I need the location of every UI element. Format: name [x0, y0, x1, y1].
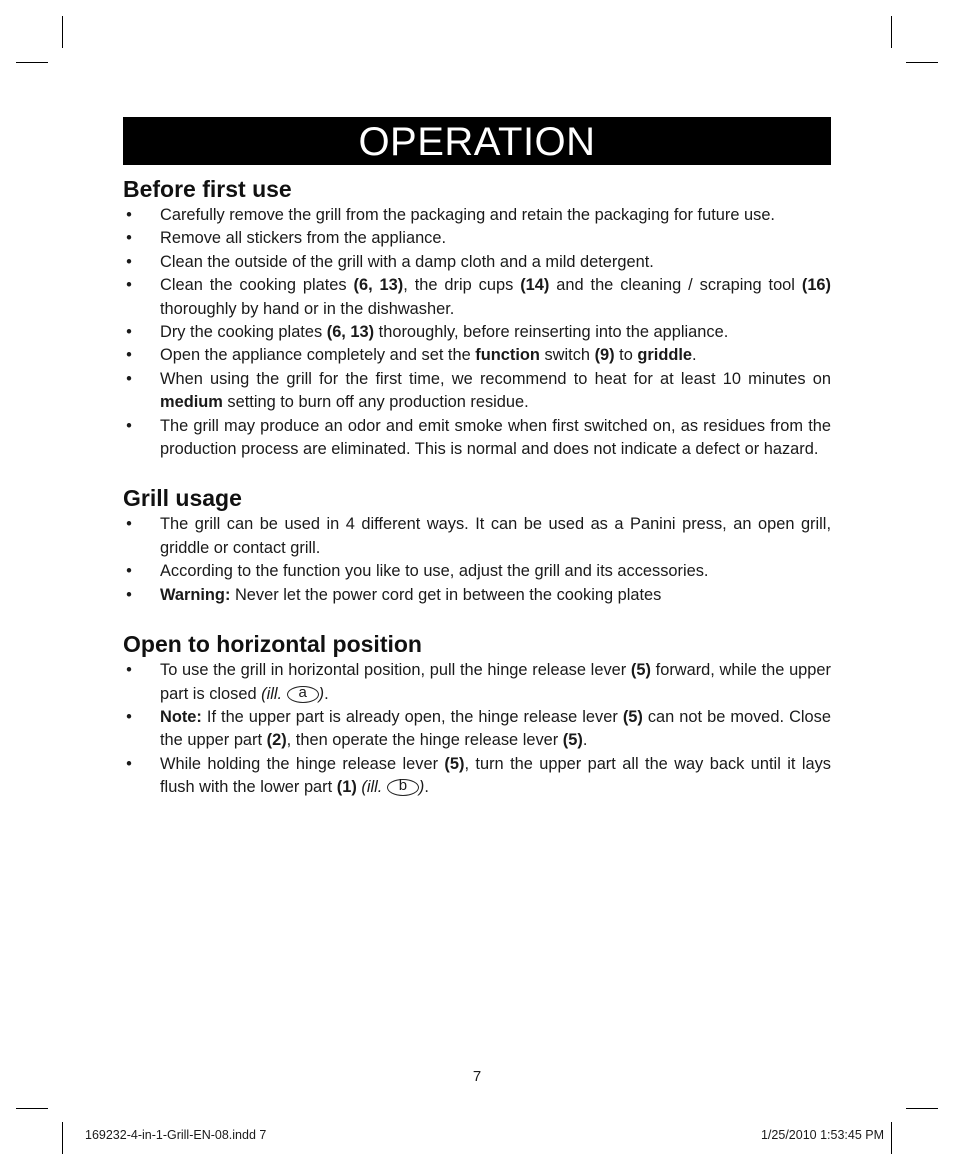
item-bold-text: (5): [444, 754, 465, 773]
item-text: Carefully remove the grill from the packaging and retain the packaging for future use.: [160, 206, 775, 224]
illustration-ref: (ill.: [361, 778, 387, 797]
item-text: to: [614, 346, 638, 365]
item-bold-text: (9): [594, 346, 615, 365]
crop-mark-top-left-h: [16, 62, 48, 63]
item-text: Clean the outside of the grill with a damp cloth and a mild detergent.: [160, 252, 654, 271]
item-text: , the drip cups: [403, 276, 521, 295]
item-text: can not be moved. Close the upper part: [160, 707, 831, 750]
list-item: [123, 753, 831, 800]
item-text: To use the grill in horizontal position, pull the hinge release lever: [160, 661, 631, 680]
bullet-icon: •: [126, 276, 132, 295]
bullet-icon: •: [126, 754, 132, 773]
bullet-icon: •: [126, 585, 132, 604]
item-text: Clean the cooking plates: [160, 276, 354, 295]
slug-file-name: 169232-4-in-1-Grill-EN-08.indd 7: [85, 1128, 267, 1142]
item-text: and the cleaning / scraping tool: [549, 276, 802, 295]
list-item: [123, 706, 831, 753]
item-bold-text: Warning:: [160, 585, 231, 604]
crop-mark-bottom-left-v: [62, 1122, 63, 1154]
item-text: Never let the power cord get in between the cooking plates: [230, 585, 662, 604]
item-bold-text: (16): [801, 276, 832, 295]
item-text: .: [692, 346, 697, 365]
item-text: .: [324, 684, 329, 703]
list-item: [123, 344, 831, 367]
item-text: The grill may produce an odor and emit smoke when first switched on, as residues from the production process are eliminated. This is normal and does not indicate a defect or hazard.: [160, 416, 831, 459]
item-text: Dry the cooking plates: [160, 323, 327, 342]
list-item: [123, 204, 831, 227]
section-heading: Grill usage: [123, 485, 242, 512]
crop-mark-top-left-v: [62, 16, 63, 48]
bullet-list: [123, 513, 831, 607]
item-bold-text: griddle: [637, 346, 693, 365]
bullet-icon: •: [126, 707, 132, 726]
item-text: .: [424, 778, 429, 797]
item-text: thoroughly by hand or in the dishwasher.: [160, 299, 455, 318]
list-item: [123, 659, 831, 706]
bullet-icon: •: [126, 346, 132, 365]
section-heading: Before first use: [123, 176, 292, 202]
bullet-icon: •: [126, 562, 132, 581]
bullet-list: [123, 659, 831, 799]
list-item: [123, 321, 831, 344]
item-bold-text: Note:: [160, 707, 202, 726]
list-item: [123, 513, 831, 560]
illustration-letter-icon: b: [387, 779, 419, 796]
list-item: [123, 251, 831, 274]
item-text: switch: [539, 346, 595, 365]
crop-mark-bottom-right-h: [906, 1108, 938, 1109]
page-title: OPERATION: [123, 117, 831, 165]
item-text: If the upper part is already open, the hinge release lever: [201, 707, 623, 726]
illustration-ref: ): [418, 778, 425, 797]
list-item: [123, 560, 831, 583]
item-bold-text: (1): [336, 778, 357, 797]
bullet-list: [123, 204, 831, 461]
item-bold-text: (5): [622, 707, 643, 726]
bullet-icon: •: [126, 369, 132, 388]
item-text: While holding the hinge release lever: [160, 754, 445, 773]
list-item: [123, 368, 831, 415]
item-bold-text: (6, 13): [326, 323, 375, 342]
item-bold-text: (5): [630, 661, 651, 680]
item-bold-text: (14): [520, 276, 550, 295]
item-text: , turn the upper part all the way back until it lays flush with the lower part: [160, 754, 831, 797]
item-text: forward, while the upper part is closed: [160, 661, 831, 703]
item-bold-text: (6, 13): [353, 276, 404, 295]
slug-date: 1/25/2010 1:53:45 PM: [760, 1128, 884, 1142]
illustration-ref: (ill.: [261, 684, 287, 703]
crop-mark-top-right-v: [891, 16, 892, 48]
section-heading: Open to horizontal position: [123, 631, 422, 658]
item-text: The grill can be used in 4 different ways. It can be used as a Panini press, an open grill, griddle or contact grill.: [160, 515, 831, 557]
bullet-icon: •: [126, 229, 132, 248]
item-text: Open the appliance completely and set the: [160, 346, 476, 365]
item-text: thoroughly, before reinserting into the appliance.: [374, 323, 729, 342]
item-text: When using the grill for the first time, we recommend to heat for at least 10 minutes on: [160, 369, 831, 388]
bullet-icon: •: [126, 416, 132, 435]
bullet-icon: •: [126, 661, 132, 680]
bullet-icon: •: [126, 252, 132, 271]
illustration-ref: ): [318, 684, 325, 703]
list-item: [123, 584, 831, 607]
bullet-icon: •: [126, 515, 132, 534]
illustration-letter-icon: a: [287, 686, 319, 703]
item-bold-text: function: [475, 346, 540, 365]
page-number: 7: [472, 1068, 482, 1085]
manual-content: [123, 174, 831, 800]
item-bold-text: medium: [160, 393, 223, 412]
list-item: [123, 274, 831, 321]
crop-mark-bottom-left-h: [16, 1108, 48, 1109]
item-text: , then operate the hinge release lever: [286, 731, 563, 750]
item-bold-text: (5): [562, 731, 583, 750]
bullet-icon: •: [126, 206, 132, 224]
item-text: setting to burn off any production residue.: [222, 393, 529, 412]
item-text: According to the function you like to use, adjust the grill and its accessories.: [160, 562, 709, 581]
list-item: [123, 227, 831, 250]
crop-mark-top-right-h: [906, 62, 938, 63]
item-text: .: [582, 731, 588, 750]
item-bold-text: (2): [266, 731, 287, 750]
list-item: [123, 415, 831, 462]
bullet-icon: •: [126, 323, 132, 342]
item-text: Remove all stickers from the appliance.: [160, 229, 447, 248]
crop-mark-bottom-right-v: [891, 1122, 892, 1154]
